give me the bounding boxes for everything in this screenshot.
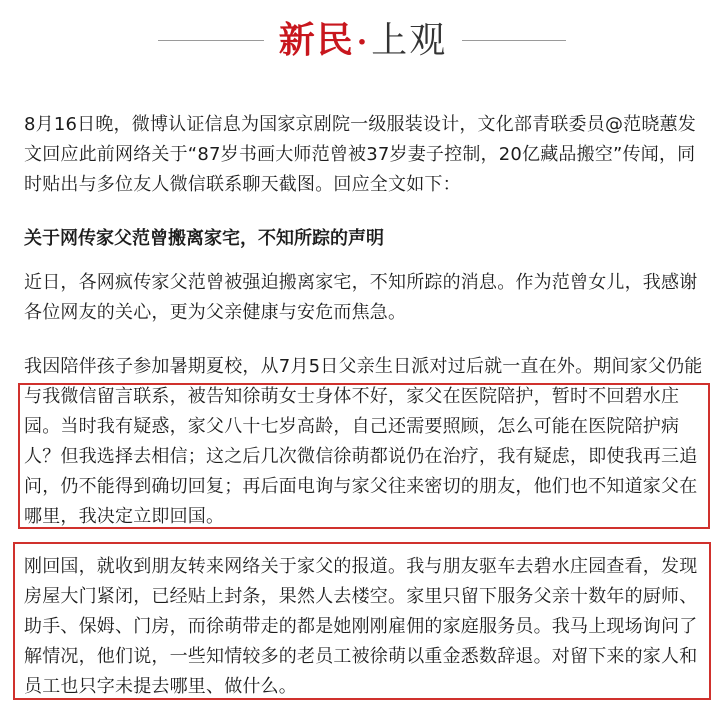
brand-logo — [268, 14, 458, 69]
brand-part1: 新民 — [278, 19, 355, 61]
brand-separator: · — [356, 25, 370, 60]
paragraph-3: 我因陪伴孩子参加暑期夏校，从7月5日父亲生日派对过后就一直在外。期间家父仍能 与我微信留言联系，被告知徐萌女士身体不好，家父在医院陪护，暂时不回碧水庄 园。当时我有疑惑，家父八十七岁高龄，自己还需要照顾，怎么可能在医院陪护病 人？但我选择去相信；这之后几次微信徐萌都说仍在治疗，我有疑虑，即使我再三追 问，仍不能得到确切回复；再后面电询与家父往来密切的朋友，他们也不知道家父在 哪里，我决定立即回国。 — [24, 356, 703, 527]
paragraph-4: 刚回国，就收到朋友转来网络关于家父的报道。我与朋友驱车去碧水庄园查看，发现 房屋大门紧闭，已经贴上封条，果然人去楼空。家里只留下服务父亲十数年的厨师、 助手、保姆、门房，而徐萌带走的都是她刚刚雇佣的家庭服务员。我马上现场询问了 解情况，他们说，一些知情较多的老员工被徐萌以重金悉数辞退。对留下来的家人和 员工也只字未提去哪里、做什么。 — [24, 556, 698, 697]
intro-paragraph: 8月16日晚，微博认证信息为国家京剧院一级服装设计，文化部青联委员@范晓蕙发 文回应此前网络关于“87岁书画大师范曾被37岁妻子控制，20亿藏品搬空”传闻，同 时贴出与多位友人微信联系聊天截图。回应全文如下： — [24, 114, 696, 195]
masthead-rule-left — [158, 40, 264, 41]
statement-heading: 关于网传家父范曾搬离家宅，不知所踪的声明 — [24, 228, 384, 249]
brand-part2: 上观 — [371, 20, 448, 61]
masthead — [0, 10, 722, 70]
masthead-rule-right — [462, 40, 566, 41]
paragraph-2: 近日，各网疯传家父范曾被强迫搬离家宅，不知所踪的消息。作为范曾女儿，我感谢 各位网友的关心，更为父亲健康与安危而焦急。 — [24, 272, 698, 323]
